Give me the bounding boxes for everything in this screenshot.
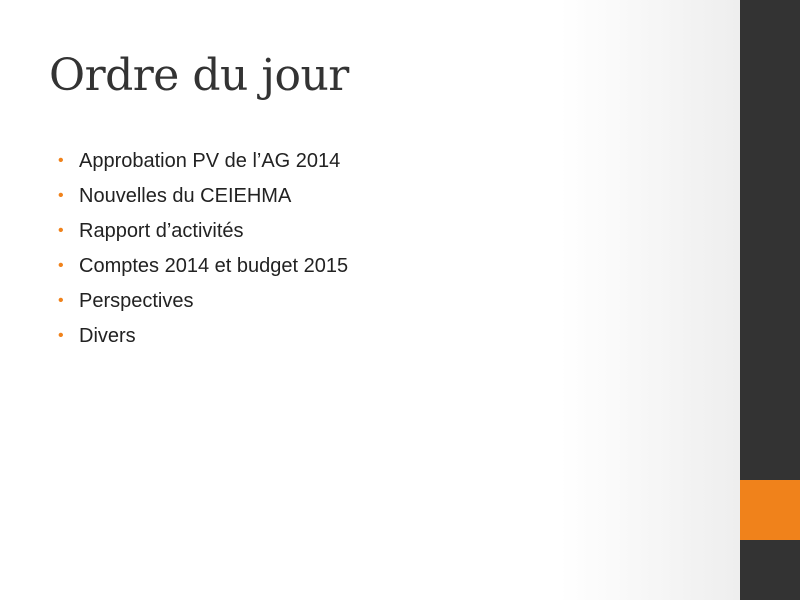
agenda-item-label: Approbation PV de l’AG 2014 xyxy=(79,150,341,172)
agenda-item xyxy=(58,321,348,356)
agenda-item xyxy=(58,181,348,216)
agenda-item-label: Divers xyxy=(79,325,136,347)
agenda-item xyxy=(58,251,348,286)
bullet-icon: • xyxy=(58,292,64,309)
agenda-item xyxy=(58,146,348,181)
bullet-icon: • xyxy=(58,187,64,204)
bullet-icon: • xyxy=(58,327,64,344)
agenda-item-label: Comptes 2014 et budget 2015 xyxy=(79,255,349,277)
bullet-icon: • xyxy=(58,222,64,239)
agenda-item-label: Nouvelles du CEIEHMA xyxy=(79,185,292,207)
agenda-item-label: Rapport d’activités xyxy=(79,220,244,242)
agenda-item-label: Perspectives xyxy=(79,290,194,312)
agenda-list xyxy=(58,146,348,356)
accent-block xyxy=(740,480,800,540)
slide-title: Ordre du jour xyxy=(49,50,349,101)
background-gradient xyxy=(560,0,740,600)
bullet-icon: • xyxy=(58,257,64,274)
agenda-item xyxy=(58,216,348,251)
bullet-icon: • xyxy=(58,152,64,169)
agenda-item xyxy=(58,286,348,321)
